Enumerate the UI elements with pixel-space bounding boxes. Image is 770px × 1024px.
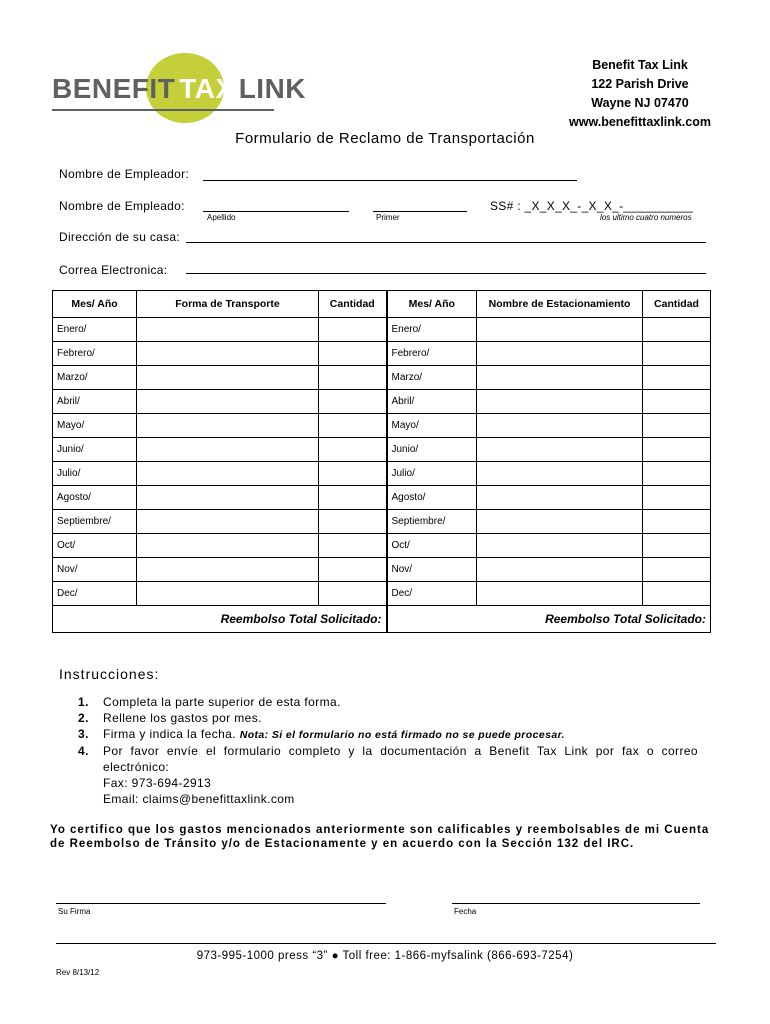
header-parking: Nombre de Estacionamiento bbox=[477, 291, 643, 318]
month-cell: Dec/ bbox=[53, 582, 137, 606]
employer-field[interactable] bbox=[203, 180, 577, 181]
month-cell: Agosto/ bbox=[53, 486, 137, 510]
amount-cell[interactable] bbox=[643, 510, 711, 534]
table-row bbox=[53, 558, 711, 582]
instruction-text: Rellene los gastos por mes. bbox=[103, 711, 262, 725]
amount-cell[interactable] bbox=[643, 366, 711, 390]
parking-cell[interactable] bbox=[477, 342, 643, 366]
form-title: Formulario de Reclamo de Transportación bbox=[235, 130, 535, 147]
table-row bbox=[53, 318, 711, 342]
amount-cell[interactable] bbox=[643, 534, 711, 558]
amount-cell[interactable] bbox=[643, 318, 711, 342]
logo-word-link: LINK bbox=[238, 73, 307, 104]
month-cell: Oct/ bbox=[53, 534, 137, 558]
transport-cell[interactable] bbox=[137, 534, 319, 558]
parking-cell[interactable] bbox=[477, 390, 643, 414]
amount-cell[interactable] bbox=[319, 390, 387, 414]
table-row bbox=[53, 486, 711, 510]
company-street: 122 Parish Drive bbox=[591, 77, 689, 91]
instruction-item bbox=[78, 710, 698, 726]
amount-cell[interactable] bbox=[643, 438, 711, 462]
amount-cell[interactable] bbox=[643, 582, 711, 606]
month-cell: Febrero/ bbox=[387, 342, 477, 366]
instructions-heading: Instrucciones: bbox=[59, 666, 160, 682]
month-cell: Nov/ bbox=[53, 558, 137, 582]
month-cell: Oct/ bbox=[387, 534, 477, 558]
header-month-2: Mes/ Año bbox=[387, 291, 477, 318]
parking-cell[interactable] bbox=[477, 414, 643, 438]
instruction-note: Nota: Si el formulario no está firmado no se puede procesar. bbox=[239, 729, 565, 741]
month-cell: Septiembre/ bbox=[387, 510, 477, 534]
instruction-text: Firma y indica la fecha. bbox=[103, 727, 236, 741]
logo-underline bbox=[52, 109, 274, 111]
instruction-number: 4. bbox=[78, 744, 89, 758]
instruction-item bbox=[78, 694, 698, 710]
month-cell: Nov/ bbox=[387, 558, 477, 582]
month-cell: Abril/ bbox=[387, 390, 477, 414]
apellido-caption: Apellido bbox=[207, 213, 236, 222]
amount-cell[interactable] bbox=[319, 582, 387, 606]
contact-email[interactable]: Email: claims@benefittaxlink.com bbox=[103, 792, 295, 806]
month-cell: Junio/ bbox=[387, 438, 477, 462]
date-field[interactable] bbox=[452, 903, 700, 904]
parking-cell[interactable] bbox=[477, 510, 643, 534]
month-cell: Febrero/ bbox=[53, 342, 137, 366]
amount-cell[interactable] bbox=[643, 486, 711, 510]
company-city: Wayne NJ 07470 bbox=[591, 96, 689, 110]
amount-cell[interactable] bbox=[319, 342, 387, 366]
month-cell: Mayo/ bbox=[53, 414, 137, 438]
home-address-field[interactable] bbox=[186, 242, 706, 243]
fax-number: Fax: 973-694-2913 bbox=[103, 776, 212, 790]
header-amount-1: Cantidad bbox=[319, 291, 387, 318]
employer-label: Nombre de Empleador: bbox=[59, 167, 190, 181]
footer-contact: 973-995-1000 press “3” ● Toll free: 1-866-myfsalink (866-693-7254) bbox=[196, 950, 574, 962]
signature-field[interactable] bbox=[56, 903, 386, 904]
parking-cell[interactable] bbox=[477, 318, 643, 342]
transport-cell[interactable] bbox=[137, 366, 319, 390]
ss-field[interactable]: SS# : _X_X_X_-_X_X_-__________ bbox=[490, 199, 694, 213]
month-cell: Abril/ bbox=[53, 390, 137, 414]
amount-cell[interactable] bbox=[319, 318, 387, 342]
table-row bbox=[53, 438, 711, 462]
revision-label: Rev 8/13/12 bbox=[56, 968, 100, 977]
transport-cell[interactable] bbox=[137, 414, 319, 438]
transport-cell[interactable] bbox=[137, 558, 319, 582]
instruction-text: Por favor envíe el formulario completo y la documentación a Benefit Tax Link por fax o correo electrónico: bbox=[103, 744, 698, 774]
instruction-item bbox=[78, 726, 698, 743]
header-amount-2: Cantidad bbox=[643, 291, 711, 318]
amount-cell[interactable] bbox=[319, 414, 387, 438]
instruction-text: Completa la parte superior de esta forma. bbox=[103, 695, 341, 709]
amount-cell[interactable] bbox=[319, 366, 387, 390]
parking-cell[interactable] bbox=[477, 534, 643, 558]
table-row bbox=[53, 534, 711, 558]
amount-cell[interactable] bbox=[643, 414, 711, 438]
email-field[interactable] bbox=[186, 273, 706, 274]
parking-cell[interactable] bbox=[477, 582, 643, 606]
table-row bbox=[53, 390, 711, 414]
transport-cell[interactable] bbox=[137, 486, 319, 510]
amount-cell[interactable] bbox=[643, 390, 711, 414]
month-cell: Mayo/ bbox=[387, 414, 477, 438]
transport-cell[interactable] bbox=[137, 582, 319, 606]
instruction-item bbox=[78, 743, 698, 807]
amount-cell[interactable] bbox=[319, 558, 387, 582]
address-block bbox=[560, 56, 720, 132]
header-month-1: Mes/ Año bbox=[53, 291, 137, 318]
parking-cell[interactable] bbox=[477, 462, 643, 486]
amount-cell[interactable] bbox=[319, 534, 387, 558]
month-cell: Marzo/ bbox=[387, 366, 477, 390]
employee-label: Nombre de Empleado: bbox=[59, 199, 185, 213]
table-header-row bbox=[53, 291, 711, 318]
parking-cell[interactable] bbox=[477, 438, 643, 462]
total-row bbox=[53, 606, 711, 633]
instruction-number: 3. bbox=[78, 727, 89, 741]
amount-cell[interactable] bbox=[643, 462, 711, 486]
table-row bbox=[53, 366, 711, 390]
logo-word-tax: TAX bbox=[179, 73, 235, 104]
ss-note: los ultimo cuatro numeros bbox=[600, 213, 692, 222]
expense-table bbox=[52, 290, 711, 633]
table-row bbox=[53, 510, 711, 534]
company-name: Benefit Tax Link bbox=[592, 58, 688, 72]
amount-cell[interactable] bbox=[643, 342, 711, 366]
home-address-label: Dirección de su casa: bbox=[59, 230, 181, 244]
transport-cell[interactable] bbox=[137, 438, 319, 462]
month-cell: Agosto/ bbox=[387, 486, 477, 510]
month-cell: Dec/ bbox=[387, 582, 477, 606]
transport-cell[interactable] bbox=[137, 462, 319, 486]
total-transport-label: Reembolso Total Solicitado: bbox=[53, 606, 387, 633]
transport-cell[interactable] bbox=[137, 342, 319, 366]
certification-text: Yo certifico que los gastos mencionados anteriormente son calificables y reembolsables de mi Cuenta de Reembolso de Tránsito y/o de Estacionamente y en acuerdo con la Sección 132 del IRC. bbox=[50, 824, 710, 850]
month-cell: Junio/ bbox=[53, 438, 137, 462]
instructions-list bbox=[78, 694, 698, 807]
transport-cell[interactable] bbox=[137, 390, 319, 414]
table-row bbox=[53, 582, 711, 606]
amount-cell[interactable] bbox=[319, 462, 387, 486]
transport-cell[interactable] bbox=[137, 510, 319, 534]
signature-caption: Su Firma bbox=[58, 907, 91, 916]
instruction-number: 1. bbox=[78, 695, 89, 709]
primer-caption: Primer bbox=[376, 213, 400, 222]
table-row bbox=[53, 414, 711, 438]
table-row bbox=[53, 462, 711, 486]
month-cell: Enero/ bbox=[387, 318, 477, 342]
month-cell: Julio/ bbox=[53, 462, 137, 486]
logo bbox=[52, 73, 306, 105]
amount-cell[interactable] bbox=[319, 510, 387, 534]
parking-cell[interactable] bbox=[477, 558, 643, 582]
employee-firstname-field[interactable] bbox=[373, 211, 467, 212]
amount-cell[interactable] bbox=[319, 486, 387, 510]
month-cell: Enero/ bbox=[53, 318, 137, 342]
instruction-number: 2. bbox=[78, 711, 89, 725]
transport-cell[interactable] bbox=[137, 318, 319, 342]
parking-cell[interactable] bbox=[477, 366, 643, 390]
total-parking-label: Reembolso Total Solicitado: bbox=[387, 606, 711, 633]
email-label: Correa Electronica: bbox=[59, 263, 168, 277]
month-cell: Septiembre/ bbox=[53, 510, 137, 534]
month-cell: Marzo/ bbox=[53, 366, 137, 390]
header-transport: Forma de Transporte bbox=[137, 291, 319, 318]
logo-word-benefit: BENEFIT bbox=[52, 73, 176, 104]
parking-cell[interactable] bbox=[477, 486, 643, 510]
employee-lastname-field[interactable] bbox=[203, 211, 349, 212]
amount-cell[interactable] bbox=[643, 558, 711, 582]
table-row bbox=[53, 342, 711, 366]
date-caption: Fecha bbox=[454, 907, 477, 916]
company-website: www.benefittaxlink.com bbox=[569, 115, 711, 129]
month-cell: Julio/ bbox=[387, 462, 477, 486]
amount-cell[interactable] bbox=[319, 438, 387, 462]
footer-rule bbox=[56, 943, 716, 944]
